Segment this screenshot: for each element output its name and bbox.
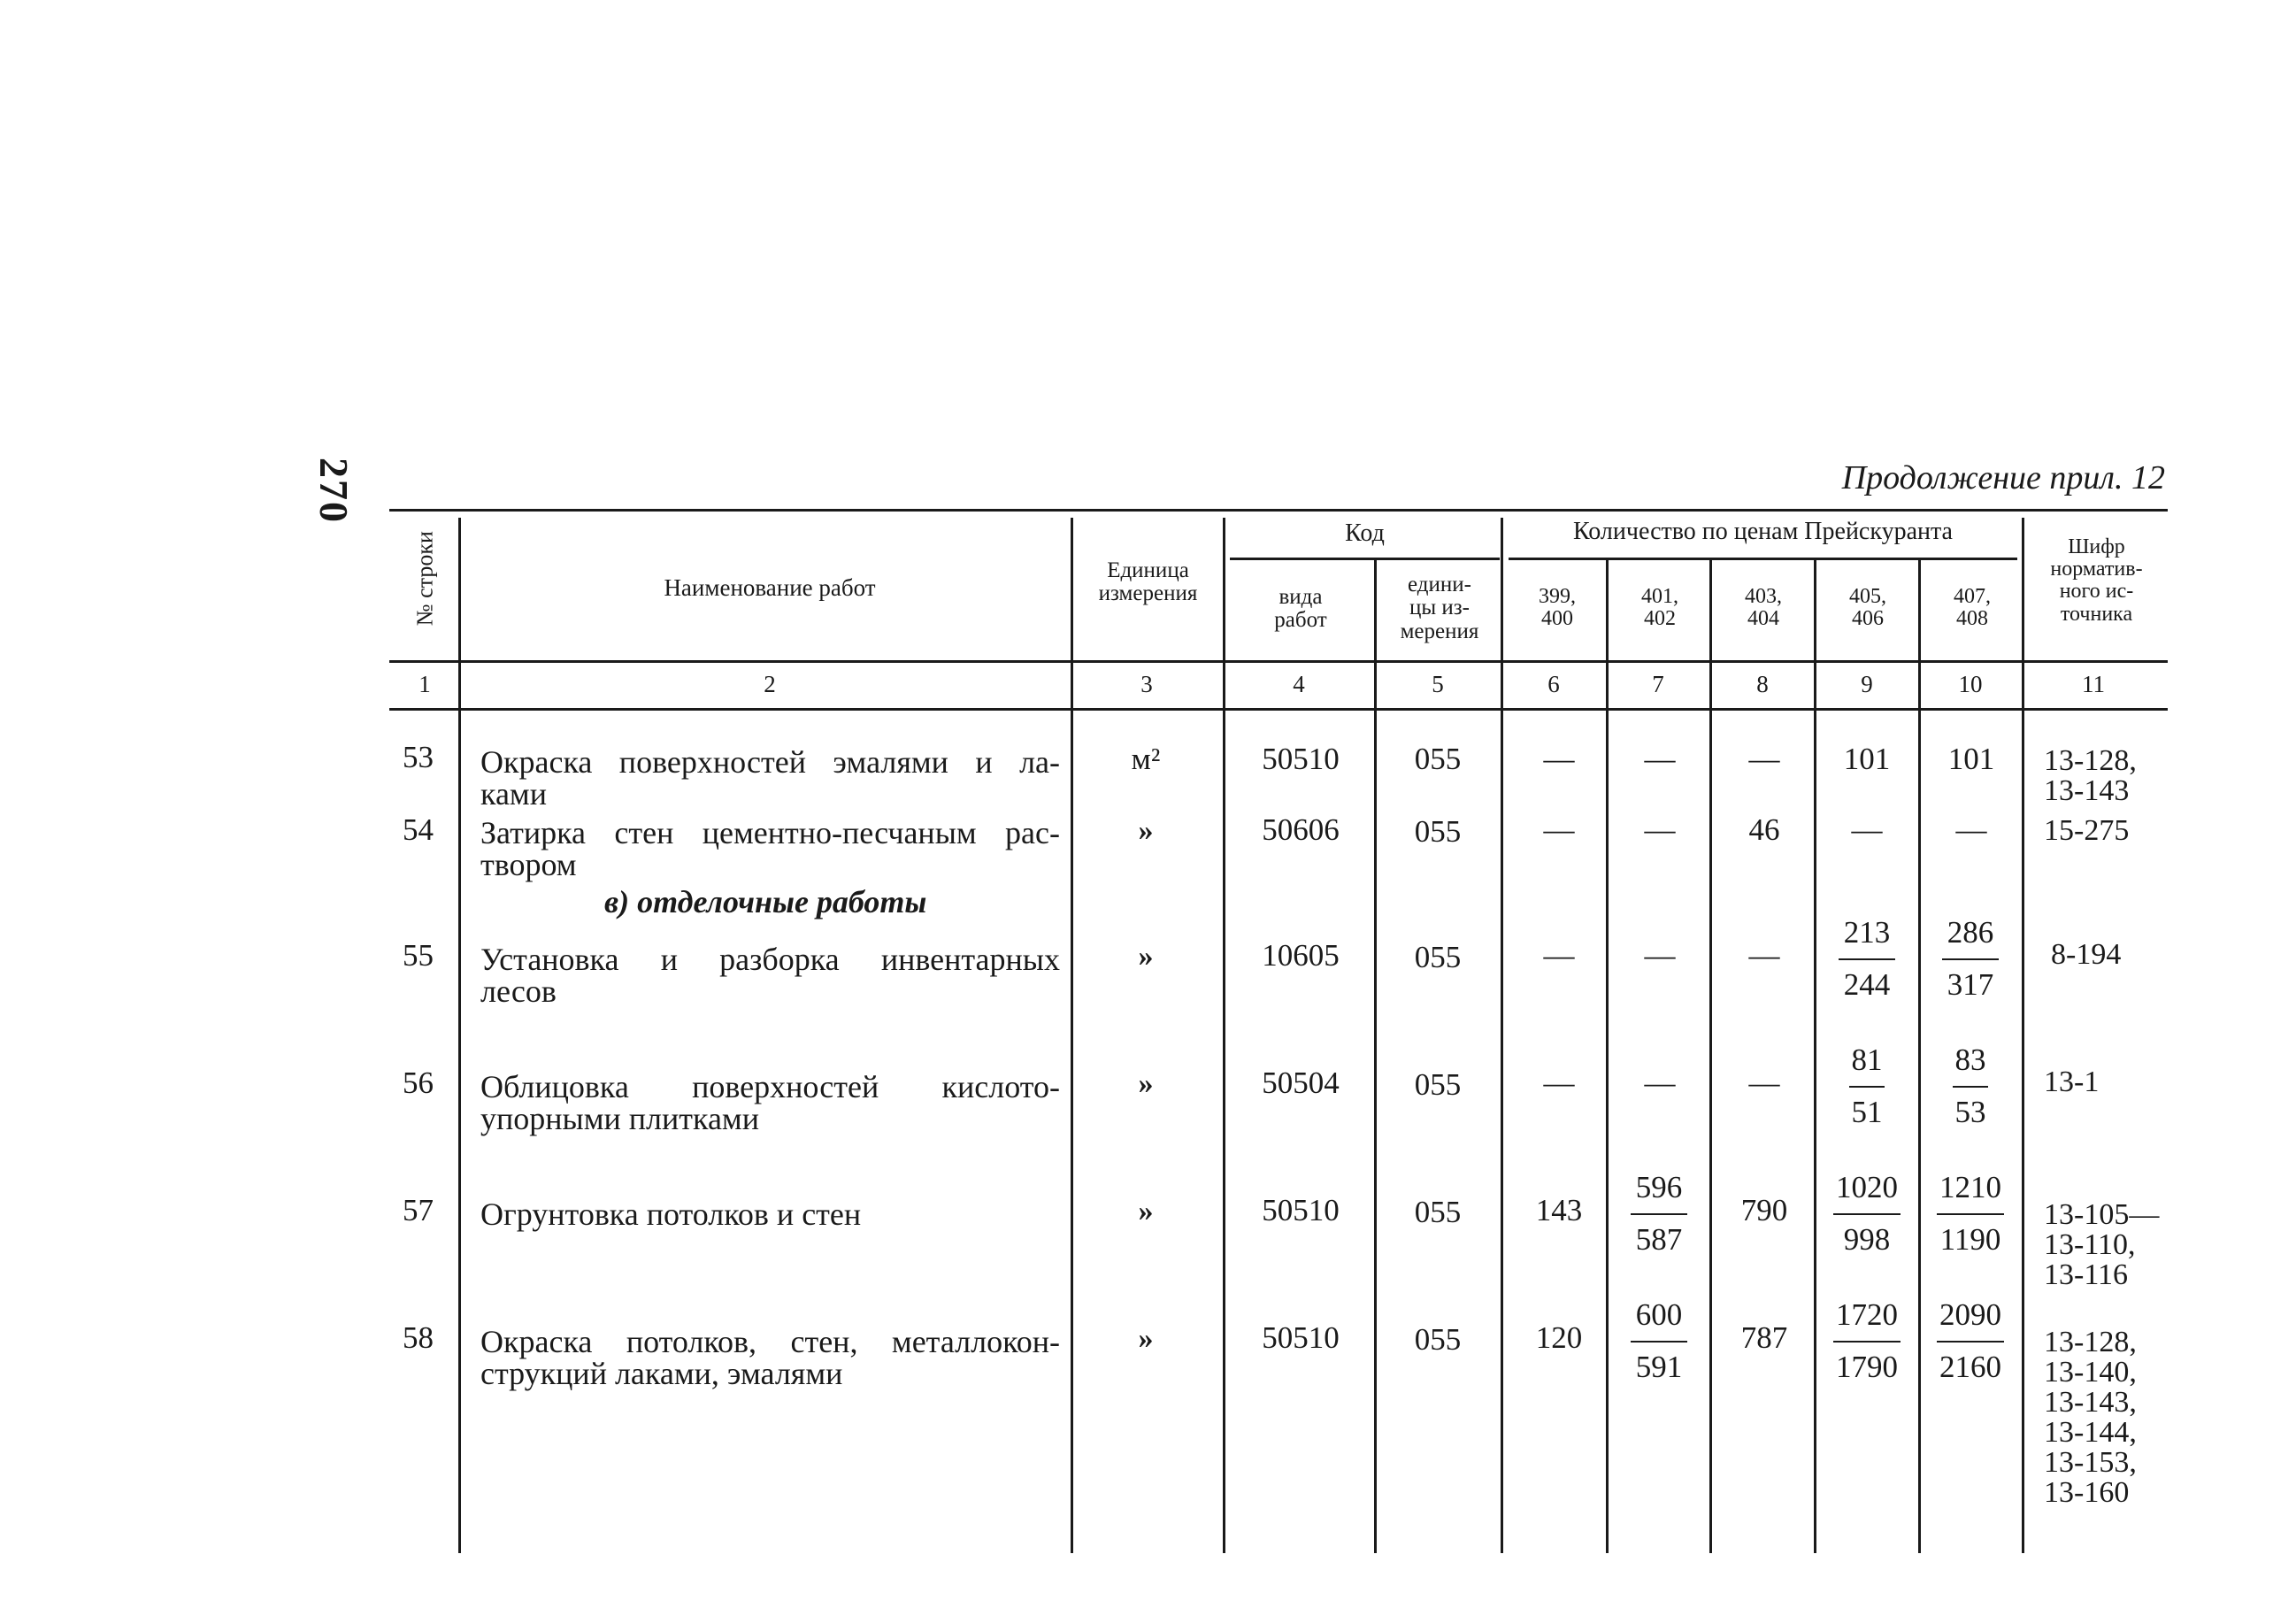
source-code: 13-128, 13-140, 13-143, 13-144, 13-153, 13-160 bbox=[2044, 1326, 2137, 1509]
source-code: 8-194 bbox=[2051, 938, 2122, 971]
work-name-line1: Огрунтовка потолков и стен bbox=[480, 1196, 862, 1232]
col-rule-6 bbox=[1606, 558, 1609, 1553]
price-405-fraction bbox=[1829, 1044, 1905, 1127]
fraction-top: 83 bbox=[1954, 1043, 1986, 1077]
header-unit-line1: Единица bbox=[1107, 558, 1189, 582]
price-403: 46 bbox=[1748, 812, 1780, 847]
continuation-label: Продолжение прил. 12 bbox=[1841, 459, 2165, 496]
price-407-fraction bbox=[1932, 1044, 2008, 1127]
col-number-8: 8 bbox=[1756, 671, 1769, 697]
unit-code: 055 bbox=[1414, 940, 1462, 974]
header-code-unit bbox=[1378, 573, 1501, 643]
fraction-top: 213 bbox=[1843, 915, 1891, 950]
col-number-11: 11 bbox=[2082, 671, 2105, 697]
fraction-bottom: 1190 bbox=[1939, 1222, 2001, 1257]
unit-code: 055 bbox=[1414, 814, 1462, 849]
price-401-fraction bbox=[1621, 1299, 1697, 1382]
fraction-bottom: 587 bbox=[1635, 1222, 1683, 1257]
price-403: — bbox=[1748, 938, 1780, 973]
unit: » bbox=[1138, 1067, 1154, 1100]
price-401: — bbox=[1644, 938, 1676, 973]
col-rule-2 bbox=[1071, 518, 1073, 1553]
unit-code: 055 bbox=[1414, 1195, 1462, 1229]
row-number: 57 bbox=[403, 1193, 434, 1227]
fraction-bottom: 244 bbox=[1843, 967, 1891, 1002]
work-name bbox=[480, 746, 1060, 810]
header-price-col-4: 405, 406 bbox=[1849, 585, 1886, 631]
fraction-bar bbox=[1937, 1341, 2004, 1343]
price-407: 101 bbox=[1947, 742, 1995, 776]
col-number-1: 1 bbox=[419, 671, 431, 697]
header-cipher-line2: норматив- bbox=[2050, 558, 2143, 581]
work-code: 50504 bbox=[1262, 1066, 1340, 1100]
header-price-col-5: 407, 408 bbox=[1954, 585, 1991, 631]
fraction-bar bbox=[1833, 1213, 1901, 1215]
price-407-fraction bbox=[1932, 1172, 2008, 1255]
source-code: 15-275 bbox=[2044, 814, 2130, 847]
unit-code: 055 bbox=[1414, 742, 1462, 776]
colnum-bottom-rule bbox=[389, 708, 2168, 711]
header-cipher bbox=[2028, 536, 2165, 626]
section-title: в) отделочные работы bbox=[604, 884, 927, 919]
col-number-10: 10 bbox=[1958, 671, 1983, 697]
fraction-bar bbox=[1953, 1086, 1988, 1088]
col-rule-9 bbox=[1918, 558, 1921, 1553]
price-399: — bbox=[1543, 938, 1575, 973]
header-unit-line2: измерения bbox=[1098, 581, 1198, 606]
row-number: 55 bbox=[403, 938, 434, 973]
price-405: 101 bbox=[1843, 742, 1891, 776]
price-399: — bbox=[1543, 742, 1575, 776]
work-name bbox=[480, 943, 1060, 1007]
unit-code: 055 bbox=[1414, 1067, 1462, 1102]
col-number-3: 3 bbox=[1140, 671, 1153, 697]
price-407: — bbox=[1955, 812, 1987, 847]
col-rule-10 bbox=[2022, 518, 2024, 1553]
header-price-col-3: 403, 404 bbox=[1745, 585, 1782, 631]
fraction-bottom: 591 bbox=[1635, 1350, 1683, 1384]
header-code-work-line2: работ bbox=[1274, 608, 1327, 633]
price-407-fraction bbox=[1932, 1299, 2008, 1382]
work-name-line2: лесов bbox=[480, 973, 557, 1009]
fraction-bar bbox=[1849, 1086, 1885, 1088]
unit: » bbox=[1138, 1322, 1154, 1355]
work-code: 50606 bbox=[1262, 812, 1340, 847]
fraction-bar bbox=[1631, 1213, 1687, 1215]
col-number-5: 5 bbox=[1432, 671, 1444, 697]
page-number: 270 bbox=[311, 458, 357, 524]
work-code: 10605 bbox=[1262, 938, 1340, 973]
header-cipher-line4: точника bbox=[2060, 602, 2133, 626]
work-name bbox=[480, 1326, 1060, 1389]
col-number-2: 2 bbox=[764, 671, 776, 697]
col-number-9: 9 bbox=[1861, 671, 1873, 697]
header-work-name: Наименование работ bbox=[664, 574, 876, 601]
row-number: 58 bbox=[403, 1320, 434, 1355]
fraction-bottom: 2160 bbox=[1939, 1350, 2001, 1384]
fraction-bottom: 51 bbox=[1851, 1095, 1883, 1129]
source-code: 13-128, 13-143 bbox=[2044, 744, 2137, 807]
price-405-fraction bbox=[1829, 1172, 1905, 1255]
col-rule-4 bbox=[1374, 558, 1377, 1553]
fraction-bar bbox=[1937, 1213, 2004, 1215]
fraction-bar bbox=[1833, 1341, 1901, 1343]
unit: » bbox=[1138, 940, 1154, 973]
table-top-rule bbox=[389, 509, 2168, 512]
header-unit bbox=[1075, 559, 1221, 606]
header-code-unit-line3: мерения bbox=[1400, 619, 1479, 643]
work-code: 50510 bbox=[1262, 1320, 1340, 1355]
price-399: 120 bbox=[1535, 1320, 1583, 1355]
header-quantity: Количество по ценам Прейскуранта bbox=[1573, 518, 1953, 545]
fraction-bottom: 317 bbox=[1947, 967, 1994, 1002]
fraction-bottom: 1790 bbox=[1836, 1350, 1898, 1384]
fraction-bar bbox=[1631, 1341, 1687, 1343]
header-code-unit-line1: едини- bbox=[1408, 573, 1471, 596]
unit: м² bbox=[1131, 742, 1161, 776]
col-number-7: 7 bbox=[1652, 671, 1664, 697]
price-407-fraction bbox=[1932, 917, 2008, 1000]
source-code: 13-105— 13-110, 13-116 bbox=[2044, 1198, 2160, 1291]
header-cipher-line3: ного ис- bbox=[2059, 580, 2134, 604]
header-code: Код bbox=[1345, 519, 1385, 547]
col-number-6: 6 bbox=[1547, 671, 1560, 697]
work-name-line2: струкций лаками, эмалями bbox=[480, 1356, 843, 1391]
header-bottom-rule bbox=[389, 660, 2168, 663]
fraction-top: 1020 bbox=[1836, 1170, 1898, 1204]
price-405: — bbox=[1851, 812, 1883, 847]
price-401: — bbox=[1644, 812, 1676, 847]
work-name-line2: упорными плитками bbox=[480, 1101, 759, 1136]
price-399: — bbox=[1543, 1066, 1575, 1100]
price-401: — bbox=[1644, 742, 1676, 776]
work-name-line1: Облицовка поверхностей кислото- bbox=[480, 1069, 1060, 1104]
unit-code: 055 bbox=[1414, 1322, 1462, 1357]
price-403: 787 bbox=[1740, 1320, 1788, 1355]
work-name bbox=[480, 817, 1060, 881]
header-price-col-1: 399, 400 bbox=[1539, 585, 1576, 631]
fraction-top: 286 bbox=[1947, 915, 1994, 950]
price-405-fraction bbox=[1829, 917, 1905, 1000]
col-number-4: 4 bbox=[1293, 671, 1305, 697]
header-cipher-line1: Шифр bbox=[2068, 535, 2125, 558]
fraction-bar bbox=[1942, 958, 1999, 960]
source-code: 13-1 bbox=[2044, 1066, 2100, 1098]
work-name-line1: Окраска потолков, стен, металлокон- bbox=[480, 1324, 1060, 1359]
code-subheader-rule bbox=[1230, 558, 1500, 560]
work-code: 50510 bbox=[1262, 742, 1340, 776]
work-name-line2: твором bbox=[480, 847, 577, 882]
price-399: — bbox=[1543, 812, 1575, 847]
price-403: — bbox=[1748, 742, 1780, 776]
fraction-bar bbox=[1839, 958, 1895, 960]
unit: » bbox=[1138, 814, 1154, 847]
price-401-fraction bbox=[1621, 1172, 1697, 1255]
col-rule-8 bbox=[1814, 558, 1816, 1553]
work-name-line1: Установка и разборка инвентарных bbox=[480, 942, 1060, 977]
fraction-top: 81 bbox=[1851, 1043, 1883, 1077]
unit: » bbox=[1138, 1195, 1154, 1227]
price-399: 143 bbox=[1535, 1193, 1583, 1227]
fraction-top: 1210 bbox=[1939, 1170, 2001, 1204]
row-number: 53 bbox=[403, 740, 434, 774]
fraction-top: 1720 bbox=[1836, 1297, 1898, 1332]
col-rule-5 bbox=[1501, 518, 1503, 1553]
row-number: 56 bbox=[403, 1066, 434, 1100]
price-403: — bbox=[1748, 1066, 1780, 1100]
work-name-line1: Затирка стен цементно-песчаным рас- bbox=[480, 815, 1060, 850]
header-price-col-2: 401, 402 bbox=[1641, 585, 1678, 631]
header-code-unit-line2: цы из- bbox=[1409, 596, 1470, 620]
work-name bbox=[480, 1071, 1060, 1135]
price-401: — bbox=[1644, 1066, 1676, 1100]
work-code: 50510 bbox=[1262, 1193, 1340, 1227]
header-row-no: № строки bbox=[411, 531, 438, 627]
fraction-bottom: 998 bbox=[1843, 1222, 1891, 1257]
work-name-line1: Окраска поверхностей эмалями и ла- bbox=[480, 744, 1060, 780]
fraction-top: 596 bbox=[1635, 1170, 1683, 1204]
price-403: 790 bbox=[1740, 1193, 1788, 1227]
col-rule-7 bbox=[1709, 558, 1712, 1553]
price-405-fraction bbox=[1829, 1299, 1905, 1382]
work-name bbox=[480, 1198, 1060, 1230]
col-rule-3 bbox=[1223, 518, 1225, 1553]
work-name-line2: ками bbox=[480, 776, 547, 812]
quantity-subheader-rule bbox=[1509, 558, 2017, 560]
header-code-work bbox=[1230, 586, 1371, 633]
fraction-top: 2090 bbox=[1939, 1297, 2001, 1332]
header-code-work-line1: вида bbox=[1279, 585, 1323, 609]
row-number: 54 bbox=[403, 812, 434, 847]
fraction-top: 600 bbox=[1635, 1297, 1683, 1332]
fraction-bottom: 53 bbox=[1954, 1095, 1986, 1129]
